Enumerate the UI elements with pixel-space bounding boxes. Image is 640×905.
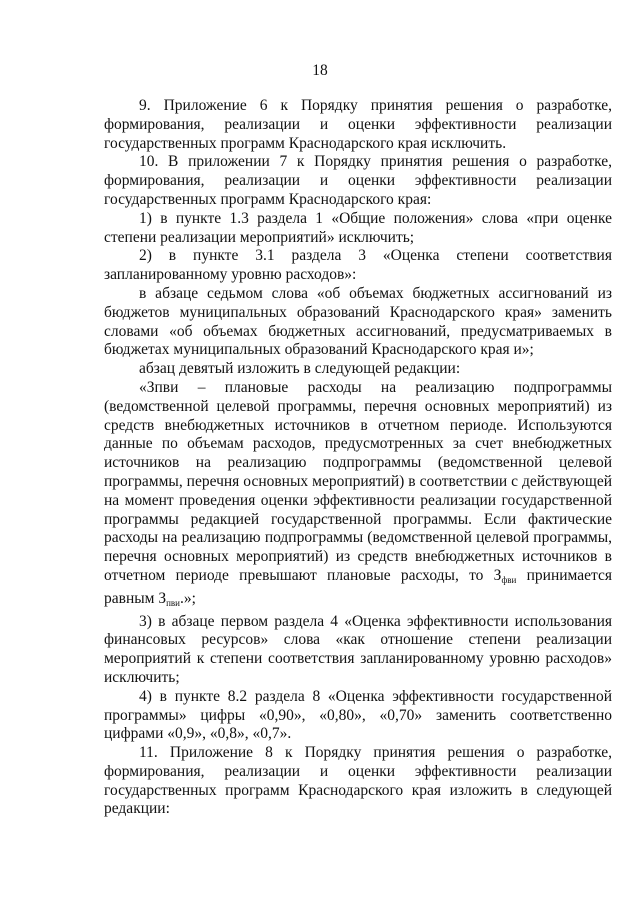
quoted-definition-mid: принимается равным З	[104, 566, 612, 607]
paragraph-seventh-abzac: в абзаце седьмом слова «об объемах бюджетных ассигнований из бюджетов муниципальных образований Краснодарского края» заменить словами «об объемах бюджетных ассигнований, предусматриваемых в бюджетах муниципальных образований Краснодарского края и»;	[104, 284, 612, 359]
paragraph-ninth-abzac-intro: абзац девятый изложить в следующей редакции:	[139, 360, 461, 378]
paragraph-subitem-1: 1) в пункте 1.3 раздела 1 «Общие положения» слова «при оценке степени реализации мероприятий» исключить;	[104, 209, 612, 246]
paragraph-item-9: 9. Приложение 6 к Порядку принятия решения о разработке, формирования, реализации и оценки эффективности реализации государственных программ Краснодарского края исключить.	[104, 97, 612, 152]
paragraph-subitem-2: 2) в пункте 3.1 раздела 3 «Оценка степени соответствия запланированному уровню расходов»:	[104, 247, 612, 284]
quoted-definition-tail: .»;	[180, 589, 196, 607]
page-number: 18	[312, 62, 328, 79]
paragraph-subitem-3: 3) в абзаце первом раздела 4 «Оценка эффективности использования финансовых ресурсов» слова «как отношение степени реализации мероприятий к степени соответствия запланированному уровню расходов» исключить;	[104, 612, 612, 686]
paragraph-item-10: 10. В приложении 7 к Порядку принятия решения о разработке, формирования, реализации и оценки эффективности реализации государственных программ Краснодарского края:	[104, 153, 612, 208]
document-body	[104, 97, 612, 819]
paragraph-item-11: 11. Приложение 8 к Порядку принятия решения о разработке, формирования, реализации и оценки эффективности реализации государственных программ Краснодарского края изложить в следующей редакции:	[104, 744, 612, 818]
paragraph-quoted-definition	[104, 379, 612, 613]
subscript-fvi: фви	[501, 574, 517, 585]
paragraph-subitem-4: 4) в пункте 8.2 раздела 8 «Оценка эффективности государственной программы» цифры «0,90», «0,80», «0,70» заменить соответственно цифрами «0,9», «0,8», «0,7».	[104, 687, 612, 743]
quoted-definition-text: «Зпви – плановые расходы на реализацию подпрограммы (ведомственной целевой программы, перечня основных мероприятий) из средств внебюджетных источников в отчетном периоде. Используются данные по объемам расходов, предусмотренных за счет внебюджетных источников на реализацию подпрограммы (ведомственной целевой программы, перечня основных мероприятий) в соответствии с действующей на момент проведения оценки эффективности реализации государственной программы редакцией государственной программы. Если фактические расходы на реализацию подпрограммы (ведомственной целевой программы, перечня основных мероприятий) из средств внебюджетных источников в отчетном периоде превышают плановые расходы, то З	[104, 378, 612, 584]
subscript-pvi: пви	[166, 597, 180, 608]
